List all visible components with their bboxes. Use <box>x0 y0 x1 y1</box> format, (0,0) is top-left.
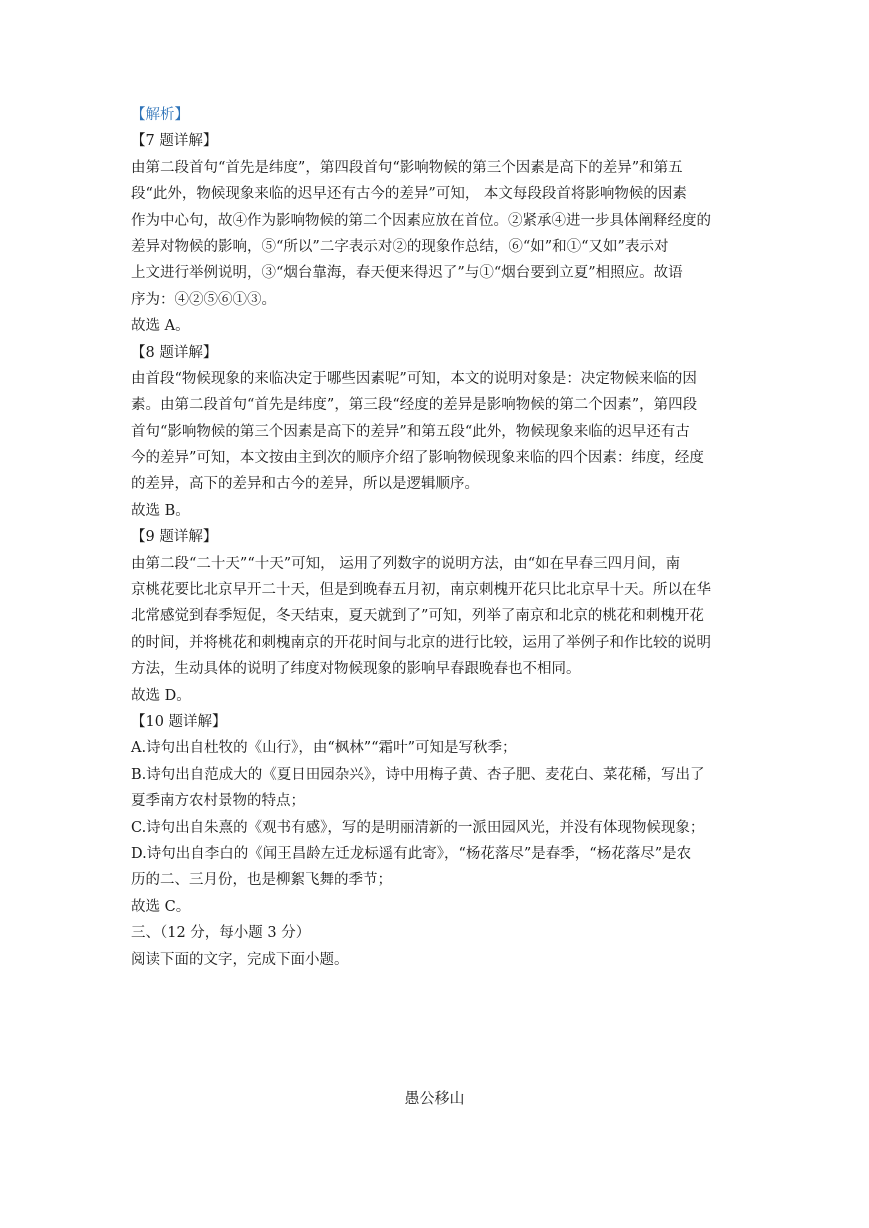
section-heading: 三、（12 分，每小题 3 分） <box>131 925 311 942</box>
option-d-line: D.诗句出自李白的《闻王昌龄左迁龙标遥有此寄》，“杨花落尽”是春季，“杨花落尽”是农 <box>131 845 692 862</box>
paragraph-line: 序为：④②⑤⑥①③。 <box>131 291 276 308</box>
q9-heading: 【9 题详解】 <box>131 529 218 546</box>
answer-line: 故选 A。 <box>131 318 190 335</box>
paragraph-line: 首句“影响物候的第三个因素是高下的差异”和第五段“此外，物候现象来临的迟早还有古 <box>131 423 690 440</box>
passage-title: 愚公移山 <box>404 1089 465 1107</box>
paragraph-line: 方法，生动具体的说明了纬度对物候现象的影响早春跟晚春也不相同。 <box>131 661 581 678</box>
q8-heading: 【8 题详解】 <box>131 344 218 361</box>
paragraph-line: 的时间，并将桃花和刺槐南京的开花时间与北京的进行比较，运用了举例子和作比较的说明 <box>131 634 711 651</box>
answer-line: 故选 C。 <box>131 898 191 915</box>
paragraph-line: 差异对物候的影响，⑤“所以”二字表示对②的现象作总结，⑥“如”和①“又如”表示对 <box>131 238 669 255</box>
paragraph-line: 京桃花要比北京早开二十天，但是到晚春五月初，南京刺槐开花只比北京早十天。所以在华 <box>131 582 711 599</box>
document-body <box>131 102 742 973</box>
answer-line: 故选 D。 <box>131 687 191 704</box>
answer-line: 故选 B。 <box>131 502 190 519</box>
q10-heading: 【10 题详解】 <box>131 713 227 730</box>
paragraph-line: 素。由第二段首句“首先是纬度”，第三段“经度的差异是影响物候的第二个因素”，第四段 <box>131 397 698 414</box>
analysis-heading: 【解析】 <box>131 107 189 123</box>
instruction-line: 阅读下面的文字，完成下面小题。 <box>131 951 349 968</box>
paragraph-line: 上文进行举例说明，③“烟台靠海，春天便来得迟了”与①“烟台要到立夏”相照应。故语 <box>131 265 683 282</box>
option-b-line: 夏季南方农村景物的特点； <box>131 793 305 810</box>
paragraph-line: 北常感觉到春季短促，冬天结束，夏天就到了”可知，列举了南京和北京的桃花和刺槐开花 <box>131 608 704 625</box>
paragraph-line: 的差异，高下的差异和古今的差异，所以是逻辑顺序。 <box>131 476 479 493</box>
option-d-line: 历的二、三月份，也是柳絮飞舞的季节； <box>131 872 392 889</box>
paragraph-line: 由第二段首句“首先是纬度”，第四段首句“影响物候的第三个因素是高下的差异”和第五 <box>131 159 683 176</box>
paragraph-line: 由第二段“二十天”“十天”可知， 运用了列数字的说明方法，由“如在早春三四月间，南 <box>131 555 681 572</box>
q7-heading: 【7 题详解】 <box>131 133 218 150</box>
option-a-line: A.诗句出自杜牧的《山行》，由“枫林”“霜叶”可知是写秋季； <box>131 740 517 757</box>
paragraph-line: 段“此外，物候现象来临的迟早还有古今的差异”可知， 本文每段段首将影响物候的因素 <box>131 186 687 203</box>
paragraph-line: 今的差异”可知，本文按由主到次的顺序介绍了影响物候现象来临的四个因素：纬度，经度 <box>131 450 704 467</box>
paragraph-line: 作为中心句，故④作为影响物候的第二个因素应放在首位。②紧承④进一步具体阐释经度的 <box>131 212 711 229</box>
paragraph-line: 由首段“物候现象的来临决定于哪些因素呢”可知，本文的说明对象是：决定物候来临的因 <box>131 370 697 387</box>
option-b-line: B.诗句出自范成大的《夏日田园杂兴》，诗中用梅子黄、杏子肥、麦花白、菜花稀，写出了 <box>131 766 705 783</box>
option-c-line: C.诗句出自朱熹的《观书有感》，写的是明丽清新的一派田园风光，并没有体现物候现象； <box>131 819 705 836</box>
